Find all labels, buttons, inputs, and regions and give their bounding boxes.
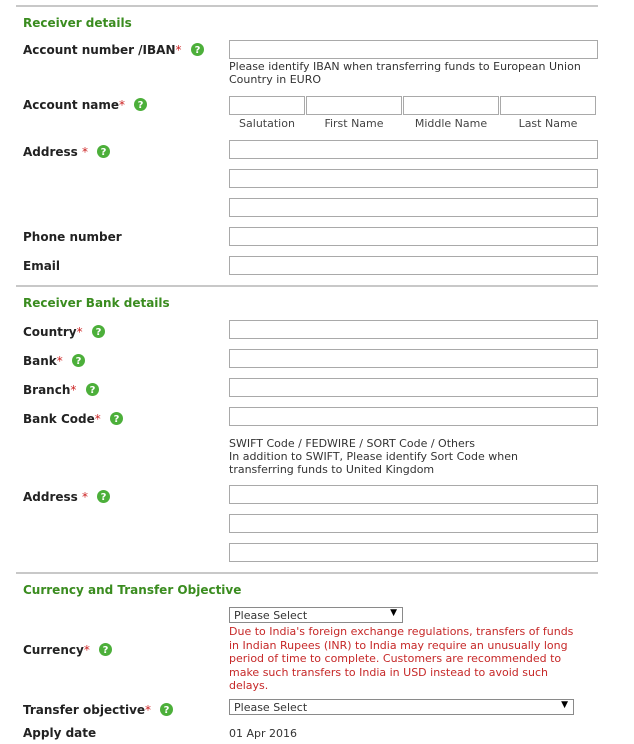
first-name-caption: First Name [324,117,384,130]
bank-address-line2-input[interactable] [229,514,598,533]
middle-name-input[interactable] [403,96,499,115]
account-name-label [23,98,147,112]
bank-address-label [23,490,110,504]
last-name-caption: Last Name [518,117,578,130]
dropdown-arrow-icon: ▼ [390,608,397,618]
currency-select-value: Please Select [234,609,308,622]
svg-text:?: ? [113,414,120,425]
currency-label-text: Currency [23,643,84,657]
required-mark: * [56,354,63,368]
help-icon[interactable] [191,43,204,56]
currency-divider [16,572,598,574]
svg-text:?: ? [100,492,107,503]
required-mark: * [82,490,88,504]
bank-code-note-line3: transferring funds to United Kingdom [229,463,435,476]
currency-heading: Currency and Transfer Objective [23,583,242,597]
first-name-input[interactable] [306,96,402,115]
required-mark: * [175,43,182,57]
inr-warning [229,625,599,693]
salutation-caption: Salutation [239,117,295,130]
branch-label-text: Branch [23,383,71,397]
iban-note-line2: Country in EURO [229,73,322,86]
bank-address-label-text: Address [23,490,78,504]
inr-warning-line5: delays. [229,679,269,692]
receiver-address-line3-input[interactable] [229,198,598,217]
required-mark: * [82,145,88,159]
country-label-text: Country [23,325,77,339]
bank-code-note [229,437,518,476]
branch-label [23,383,99,397]
inr-warning-line3: period of time to complete. Customers are recommended to [229,652,562,665]
svg-text:?: ? [89,385,95,396]
bank-code-label-text: Bank Code [23,412,95,426]
transfer-objective-label [23,703,173,717]
branch-input[interactable] [229,378,598,397]
last-name-input[interactable] [500,96,596,115]
svg-text:?: ? [100,147,107,158]
svg-text:?: ? [75,356,82,367]
bank-input[interactable] [229,349,598,368]
email-label: Email [23,259,61,273]
help-icon[interactable] [134,98,147,111]
receiver-address-line2-input[interactable] [229,169,598,188]
bank-label-text: Bank [23,354,57,368]
bank-address-line1-input[interactable] [229,485,598,504]
help-icon[interactable] [160,703,173,716]
svg-text:?: ? [163,705,170,716]
receiver-address-line1-input[interactable] [229,140,598,159]
country-label [23,325,105,339]
svg-text:?: ? [95,327,102,338]
apply-date-value: 01 Apr 2016 [229,727,298,740]
salutation-input[interactable] [229,96,305,115]
help-icon[interactable] [97,145,110,158]
top-divider [16,5,598,7]
help-icon[interactable] [110,412,123,425]
help-icon[interactable] [72,354,85,367]
account-number-label-text: Account number /IBAN [23,43,176,57]
svg-text:?: ? [137,100,144,111]
currency-label [23,643,112,657]
inr-warning-line1: Due to India's foreign exchange regulations, transfers of funds [229,625,574,638]
apply-date-label: Apply date [23,726,97,740]
middle-name-caption: Middle Name [414,117,488,130]
required-mark: * [76,325,83,339]
help-icon[interactable] [97,490,110,503]
transfer-objective-label-text: Transfer objective [23,703,146,717]
iban-note [229,60,581,86]
bank-details-heading: Receiver Bank details [23,296,170,310]
receiver-address-label [23,145,110,159]
phone-label: Phone number [23,230,122,244]
account-number-label [23,43,204,57]
bank-code-note-line2: In addition to SWIFT, Please identify Sort Code when [229,450,518,463]
transfer-objective-select[interactable] [229,699,574,715]
account-number-input[interactable] [229,40,598,59]
required-mark: * [83,643,90,657]
phone-input[interactable] [229,227,598,246]
bank-code-label [23,412,123,426]
dropdown-arrow-icon: ▼ [561,700,568,710]
svg-text:?: ? [102,645,109,656]
transfer-objective-select-value: Please Select [234,701,308,714]
required-mark: * [70,383,77,397]
bank-code-note-line1: SWIFT Code / FEDWIRE / SORT Code / Others [229,437,475,450]
bank-address-line3-input[interactable] [229,543,598,562]
help-icon[interactable] [92,325,105,338]
inr-warning-line4: make such transfers to India in USD instead to avoid such [229,665,548,679]
currency-select[interactable] [229,607,403,623]
bank-code-input[interactable] [229,407,598,426]
bank-divider [16,285,598,287]
receiver-details-heading: Receiver details [23,16,132,30]
receiver-address-label-text: Address [23,145,78,159]
account-name-label-text: Account name [23,98,120,112]
iban-note-line1: Please identify IBAN when transferring funds to European Union [229,60,581,73]
help-icon[interactable] [86,383,99,396]
inr-warning-line2: in Indian Rupees (INR) to India may require an unusually long [229,638,568,652]
required-mark: * [145,703,152,717]
help-icon[interactable] [99,643,112,656]
bank-label [23,354,85,368]
required-mark: * [94,412,101,426]
svg-text:?: ? [194,45,201,56]
email-input[interactable] [229,256,598,275]
required-mark: * [119,98,126,112]
country-input[interactable] [229,320,598,339]
